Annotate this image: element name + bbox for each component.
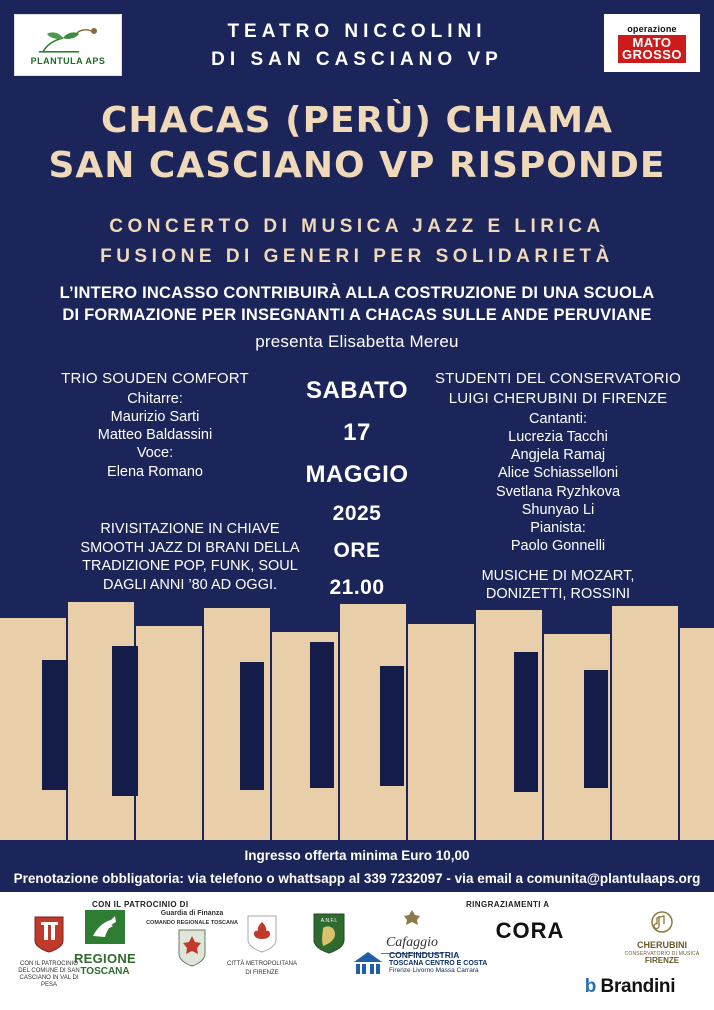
pianist-name: Paolo Gonnelli [510,537,606,554]
logo-confindustria [352,950,558,976]
purpose-line-1: L’INTERO INCASSO CONTRIBUIRÀ ALLA COSTRUZIONE DI UNA SCUOLA [59,284,655,302]
logo-cora [484,918,576,944]
singer-3: Alice Schiasselloni [497,465,619,482]
piano-white-key [612,606,678,840]
gdf-line-1: Guardia di Finanza [160,910,224,917]
logo-guardia-di-finanza [146,908,238,973]
theatre-line-1: TEATRO NICCOLINI [227,21,487,42]
logo-anfi [300,912,358,959]
piano-black-key [380,666,404,786]
brandini-label: Brandini [600,976,676,997]
patrocinio-label: CON IL PATROCINIO DI [92,900,189,909]
cherubini-emblem-icon [647,910,677,936]
guitarist-1: Maurizio Sarti [110,409,200,426]
ringraziamenti-label: RINGRAZIAMENTI A [466,900,550,909]
booking-info: Prenotazione obbligatoria: via telefono o whattsapp al 339 7232097 - via email a comunita@plantulaaps.org [13,871,701,886]
year: 2025 [332,502,382,525]
time-value: 21.00 [329,575,385,599]
piano-black-key [584,670,608,788]
guitarist-2: Matteo Baldassini [97,427,213,444]
pegasus-icon [85,910,125,946]
omg-line1: operazione [627,23,677,34]
day-number: 17 [343,419,371,446]
cora-label: CORA [495,918,565,943]
cafaggio-label: Cafaggio [385,935,439,950]
footer-info [0,840,714,892]
confindustria-icon [352,950,384,976]
regione-sublabel: TOSCANA [80,966,130,977]
logo-brandini [556,976,704,998]
cherubini-line-1: CHERUBINI [636,940,687,950]
cafaggio-emblem-icon [396,908,428,930]
month-name: MAGGIO [305,461,409,488]
singer-5: Shunyao Li [521,501,595,518]
title-line-1: CHACAS (PERÙ) CHIAMA [100,100,613,141]
repertoire-line-1: MUSICHE DI MOZART, [481,568,635,584]
subtitle-line-2: FUSIONE DI GENERI PER SOLIDARIETÀ [100,246,614,268]
omg-line3: GROSSO [621,46,683,62]
confindustria-line-2: TOSCANA CENTRO E COSTA [389,960,488,967]
cherubini-line-3: FIRENZE [644,955,680,965]
conservatory-line-1: STUDENTI DEL CONSERVATORIO [434,370,682,387]
gdf-line-2: COMANDO REGIONALE TOSCANA [146,920,238,927]
theatre-name [0,18,714,73]
vocalist: Elena Romano [107,463,203,480]
logo-cafaggio [370,908,454,954]
day-name: SABATO [305,377,409,404]
right-performer-column [424,370,692,603]
piano-keys-graphic [0,600,714,840]
piano-white-key [680,628,714,840]
purpose-line-2: DI FORMAZIONE PER INSEGNANTI A CHACAS SULLE ANDE PERUVIANE [62,306,652,325]
piano-black-key [310,642,334,788]
svg-text:A.N.F.I.: A.N.F.I. [320,918,338,924]
confindustria-line-1: CONFINDUSTRIA [389,950,460,960]
logo-conservatorio-cherubini [620,910,704,966]
comune-caption: CON IL PATROCINIO DEL COMUNE DI SAN CASCIANO IN VAL DI PESA [18,961,80,988]
repertoire-blurb [70,520,310,594]
trio-name: TRIO SOUDEN COMFORT [61,370,249,387]
singers-label: Cantanti: [528,411,588,427]
citta-line-1: CITTÀ METROPOLITANA [227,961,297,967]
purpose-statement [0,282,714,327]
guitars-label: Chitarre: [127,391,183,407]
sponsor-strip [0,892,714,1010]
piano-black-key [42,660,68,790]
confindustria-line-3: Firenze Livorno Massa Carrara [389,967,479,974]
page-title [0,98,714,188]
event-date-column [284,370,430,606]
singer-2: Angjela Ramaj [510,447,606,464]
citta-line-2: DI FIRENZE [245,969,279,976]
brandini-mark: b [584,976,597,997]
piano-black-key [240,662,264,790]
blurb-line-4: DAGLI ANNI ’80 AD OGGI. [102,576,278,593]
presenter-line: presenta Elisabetta Mereu [255,332,459,351]
subtitle [0,212,714,273]
singer-1: Lucrezia Tacchi [508,429,608,446]
singer-4: Svetlana Ryzhkova [495,483,621,500]
gdf-crest-icon [177,928,207,968]
anfi-crest-icon [311,912,347,954]
blurb-line-1: RIVISITAZIONE IN CHIAVE [100,521,280,537]
giglio-crest-icon [245,914,279,954]
piano-black-key [112,646,138,796]
piano-black-key [514,652,538,792]
theatre-line-2: DI SAN CASCIANO VP [211,48,503,70]
subtitle-line-1: CONCERTO DI MUSICA JAZZ E LIRICA [109,216,605,237]
performers-section [0,370,714,610]
comune-crest-icon [32,914,66,954]
left-performer-column [30,370,300,593]
logo-citta-metropolitana-firenze [226,914,298,977]
piano-white-key [136,626,202,840]
pianist-label: Pianista: [530,519,586,536]
plantula-logo-label: PLANTULA APS [30,56,106,66]
conservatory-line-2: LUIGI CHERUBINI DI FIRENZE [448,390,668,407]
ticket-price: Ingresso offerta minima Euro 10,00 [244,848,470,863]
regione-label: REGIONE [73,951,137,966]
cherubini-line-2: CONSERVATORIO DI MUSICA [624,950,700,957]
repertoire-line-2: DONIZETTI, ROSSINI [485,586,631,603]
logo-regione-toscana [70,910,140,977]
piano-white-key [408,624,474,840]
blurb-line-3: TRADIZIONE POP, FUNK, SOUL [82,558,298,575]
voice-label: Voce: [136,445,174,462]
title-line-2: SAN CASCIANO VP RISPONDE [48,145,666,186]
time-label: ORE [333,538,381,562]
blurb-line-2: SMOOTH JAZZ DI BRANI DELLA [80,539,300,556]
omg-line2: MATO [632,34,672,50]
